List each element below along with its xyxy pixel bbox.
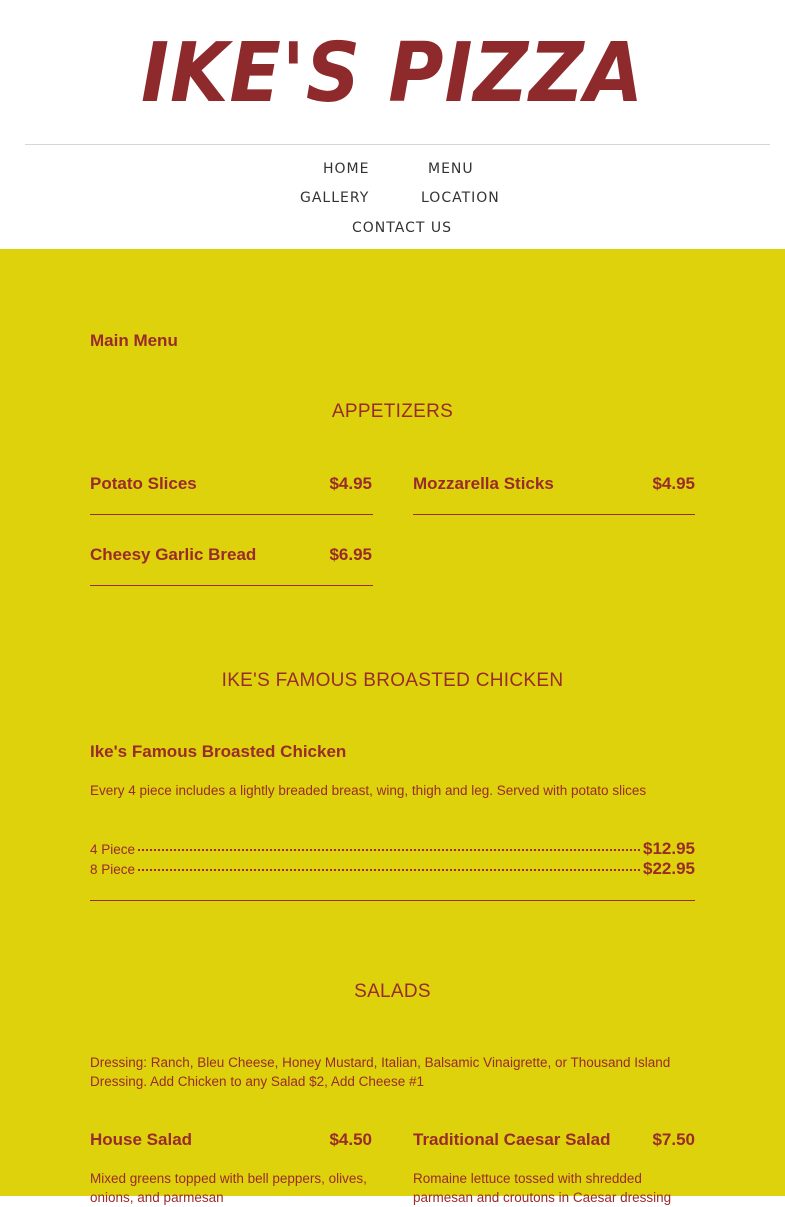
dot-leader: [138, 849, 640, 851]
main-menu-heading: Main Menu: [90, 331, 178, 350]
nav-contact-link[interactable]: CONTACT US: [352, 220, 452, 236]
menu-item-name: House Salad: [90, 1130, 193, 1149]
price-option-label: 4 Piece: [90, 842, 136, 857]
menu-item-name: Potato Slices: [90, 474, 197, 493]
chicken-heading: IKE'S FAMOUS BROASTED CHICKEN: [221, 670, 564, 691]
price-option-row: [90, 839, 695, 859]
menu-item-description: Romaine lettuce tossed with shredded parmesan and croutons in Caesar dressing: [413, 1171, 672, 1205]
appetizers-heading: APPETIZERS: [331, 401, 454, 422]
salads-heading: SALADS: [354, 981, 431, 1002]
nav-location-link[interactable]: LOCATION: [421, 190, 500, 206]
nav-menu-link[interactable]: MENU: [428, 161, 474, 177]
menu-item-divider: [413, 514, 695, 515]
menu-item-divider: [90, 585, 373, 586]
header-divider: [25, 144, 770, 145]
menu-item-divider: [90, 514, 373, 515]
menu-item-price: $4.95: [652, 474, 695, 493]
menu-item-name: Traditional Caesar Salad: [413, 1130, 611, 1149]
menu-item-price: $7.50: [652, 1130, 695, 1149]
menu-item-name: Ike's Famous Broasted Chicken: [90, 742, 347, 761]
menu-item-description: Mixed greens topped with bell peppers, olives, onions, and parmesan: [90, 1171, 367, 1205]
nav-gallery-link[interactable]: GALLERY: [300, 190, 370, 206]
dot-leader: [138, 869, 640, 871]
menu-item-price: $6.95: [329, 545, 372, 564]
price-option-label: 8 Piece: [90, 862, 136, 877]
menu-item-name: Cheesy Garlic Bread: [90, 545, 257, 564]
menu-item-description: Every 4 piece includes a lightly breaded breast, wing, thigh and leg. Served with potato slices: [90, 783, 647, 798]
section-divider: [90, 900, 695, 901]
menu-content: [0, 249, 785, 1205]
nav-home-link[interactable]: HOME: [323, 161, 370, 177]
site-header: [0, 0, 785, 249]
menu-item-price: $4.95: [329, 474, 372, 493]
dressing-note: Dressing: Ranch, Bleu Cheese, Honey Mustard, Italian, Balsamic Vinaigrette, or Thousand Island Dressing. Add Chicken to any Salad $2, Add Cheese #1: [90, 1055, 671, 1089]
site-logo[interactable]: IKE'S PIZZA: [140, 26, 645, 121]
price-option-price: $22.95: [643, 859, 695, 878]
price-option-row: [90, 859, 695, 879]
menu-item-name: Mozzarella Sticks: [413, 474, 554, 493]
menu-item-price: $4.50: [329, 1130, 372, 1149]
price-option-price: $12.95: [643, 839, 695, 858]
